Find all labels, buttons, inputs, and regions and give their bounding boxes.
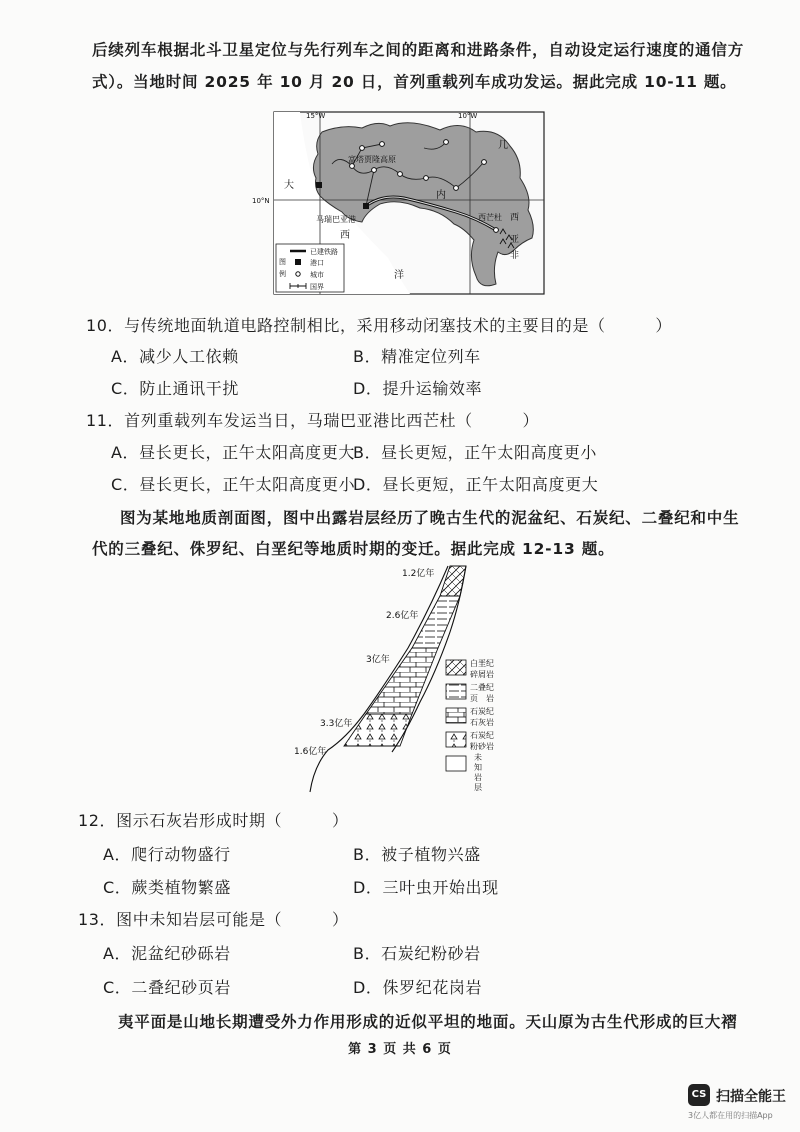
legend-swatch-siltstone	[446, 732, 466, 747]
question-13-stem: 13．图中未知岩层可能是（ ）	[78, 910, 349, 929]
plateau-label: 富塔贾隆高原	[348, 155, 396, 164]
question-11-stem: 11．首列重载列车发运当日，马瑞巴亚港比西芒杜（ ）	[86, 411, 540, 430]
legend-perm-1: 二叠纪	[470, 683, 494, 692]
page-number-footer: 第 3 页 共 6 页	[348, 1042, 452, 1057]
legend-unk-3: 岩	[474, 773, 482, 782]
legend-carbs-2: 粉砂岩	[470, 742, 494, 751]
map-label-nei: 内	[436, 190, 446, 201]
legend-perm-2: 页 岩	[470, 694, 494, 703]
age-label-3-3: 3.3亿年	[320, 719, 353, 729]
q11-option-b[interactable]: B．昼长更短，正午太阳高度更小	[353, 443, 597, 462]
intro-line-2: 式）。当地时间 2025 年 10 月 20 日，首列重载列车成功发运。据此完成 10-11 题。	[92, 73, 737, 91]
geo-intro-line-2: 代的三叠纪、侏罗纪、白垩纪等地质时期的变迁。据此完成 12-13 题。	[92, 540, 615, 558]
mine-label: 西芒杜	[478, 213, 502, 222]
watermark-tagline: 3亿人都在用的扫描App	[688, 1111, 773, 1120]
legend-swatch-unknown	[446, 756, 466, 771]
q13-option-a[interactable]: A．泥盆纪砂砾岩	[103, 944, 231, 963]
legend-carb-1: 石炭纪	[470, 707, 494, 716]
cretaceous-clastic-layer	[440, 566, 466, 596]
age-label-1-2: 1.2亿年	[402, 569, 435, 579]
lat-10n-label: 10°N	[252, 197, 270, 205]
age-label-1-6: 1.6亿年	[294, 747, 327, 757]
q13-option-b[interactable]: B．石炭纪粉砂岩	[353, 944, 481, 963]
camscanner-logo-icon: CS	[688, 1084, 710, 1106]
q10-option-b[interactable]: B．精准定位列车	[353, 347, 481, 366]
lon-10w-label: 10°W	[458, 112, 478, 120]
question-10-stem: 10．与传统地面轨道电路控制相比，采用移动闭塞技术的主要目的是（ ）	[86, 316, 672, 335]
legend-unk-4: 层	[474, 783, 482, 792]
q11-option-c[interactable]: C．昼长更长，正午太阳高度更小	[111, 475, 356, 494]
geo-intro-line-1: 图为某地地质剖面图，图中出露岩层经历了晚古生代的泥盆纪、石炭纪、二叠纪和中生	[120, 509, 740, 527]
geological-section-figure	[280, 562, 520, 802]
port-marker	[363, 203, 369, 209]
age-label-3: 3亿年	[366, 655, 390, 665]
legend-swatch-cretaceous	[446, 660, 466, 675]
port-label: 马瑞巴亚港	[316, 215, 356, 224]
q12-option-c[interactable]: C．蕨类植物繁盛	[103, 878, 231, 897]
map-label-fei: 非	[510, 251, 520, 261]
map-label-ji: 几	[498, 140, 508, 151]
legend-unk-2: 知	[474, 763, 482, 772]
q10-option-a[interactable]: A．减少人工依赖	[111, 347, 239, 366]
legend-swatch-limestone	[446, 708, 466, 723]
intro-line-1: 后续列车根据北斗卫星定位与先行列车之间的距离和进路条件，自动设定运行速度的通信方	[92, 41, 745, 59]
legend-title-2: 例	[279, 270, 286, 278]
legend-carbs-1: 石炭纪	[470, 731, 494, 740]
q11-option-a[interactable]: A．昼长更长，正午太阳高度更大	[111, 443, 355, 462]
port-marker	[316, 182, 322, 188]
q12-option-a[interactable]: A．爬行动物盛行	[103, 845, 231, 864]
q12-option-d[interactable]: D．三叶虫开始出现	[353, 878, 499, 897]
q13-option-d[interactable]: D．侏罗纪花岗岩	[353, 978, 483, 997]
legend-carb-2: 石灰岩	[470, 718, 494, 727]
lon-15w-label: 15°W	[306, 112, 326, 120]
legend-title-1: 图	[279, 258, 286, 266]
map-label-xi: 西	[340, 230, 350, 241]
legend-city-symbol	[296, 272, 300, 276]
legend-swatch-permian	[446, 684, 466, 699]
q11-option-d[interactable]: D．昼长更短，正午太阳高度更大	[353, 475, 599, 494]
legend-city-text: 城市	[310, 271, 324, 279]
legend-port-symbol	[295, 259, 301, 265]
map-label-xi2: 亚	[510, 235, 520, 245]
legend-rail-text: 已建铁路	[310, 248, 338, 256]
watermark-brand-name: 扫描全能王	[716, 1089, 786, 1105]
guinea-map-figure	[252, 108, 548, 298]
map-label-da: 大	[284, 180, 294, 191]
map-label-ya: 西	[510, 213, 520, 223]
question-12-stem: 12．图示石灰岩形成时期（ ）	[78, 811, 349, 830]
q13-option-c[interactable]: C．二叠纪砂页岩	[103, 978, 231, 997]
carboniferous-siltstone-layer	[344, 714, 412, 746]
q10-option-c[interactable]: C．防止通讯干扰	[111, 379, 239, 398]
legend-border-text: 国界	[310, 283, 324, 291]
legend-cret-2: 碎屑岩	[470, 670, 494, 679]
legend-port-text: 港口	[310, 259, 324, 267]
legend-unk-1: 未	[474, 753, 482, 762]
q12-option-b[interactable]: B．被子植物兴盛	[353, 845, 481, 864]
map-label-yang: 洋	[394, 270, 404, 281]
age-label-2-6: 2.6亿年	[386, 611, 419, 621]
q10-option-d[interactable]: D．提升运输效率	[353, 379, 483, 398]
next-intro-line: 夷平面是山地长期遭受外力作用形成的近似平坦的地面。天山原为古生代形成的巨大褶	[118, 1013, 738, 1031]
legend-cret-1: 白垩纪	[470, 659, 494, 668]
